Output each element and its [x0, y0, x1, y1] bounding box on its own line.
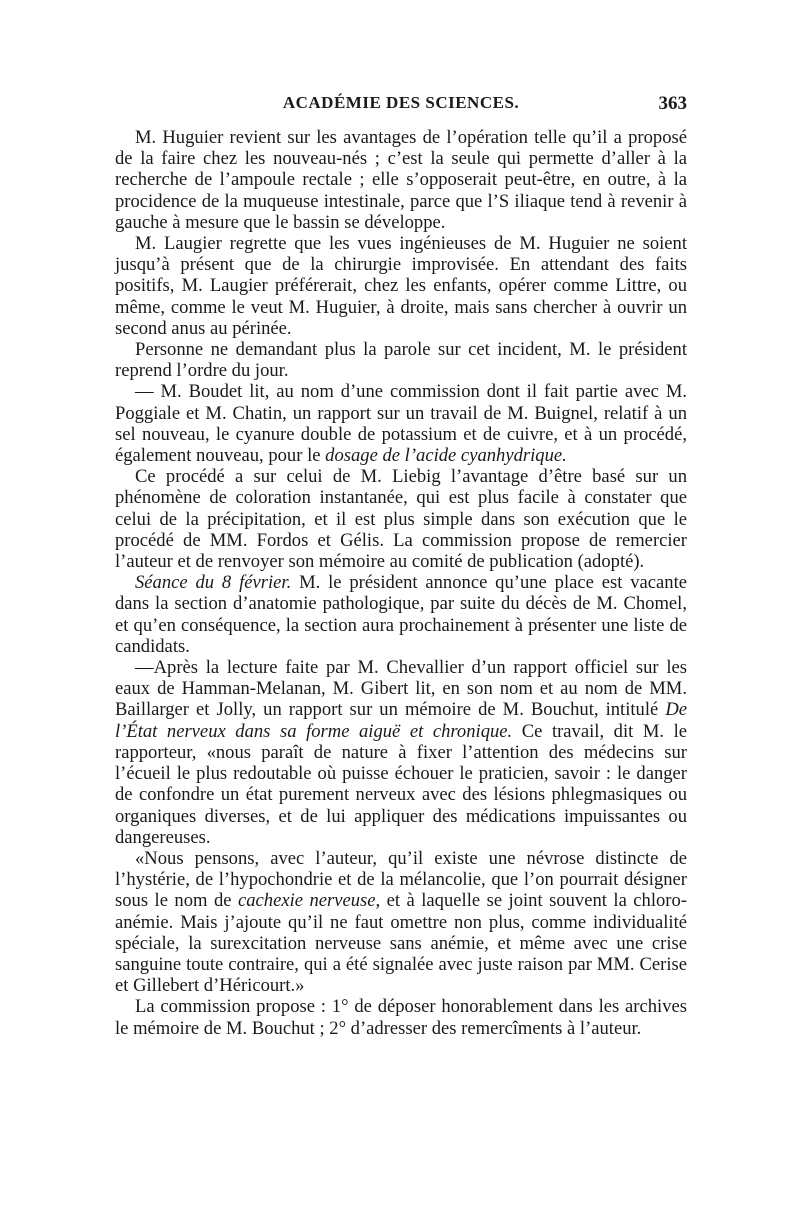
paragraph-seance-text: M. le président annonce qu’une place est vacante dans la section d’anatomie pathologique, par suite du décès de M. Chomel, et qu’en conséquence, la section aura prochainement à présenter une liste de candidats.	[115, 572, 687, 657]
paragraph-chevallier-italic: De l’État nerveux dans sa forme aiguë et chronique.	[115, 699, 687, 742]
paragraph-chevallier	[115, 657, 687, 848]
paragraph-nous-pensons-italic: cachexie nerveuse,	[237, 890, 381, 912]
paragraph-boudet	[115, 381, 687, 466]
paragraph-boudet-italic: dosage de l’acide cyanhydrique.	[325, 445, 567, 467]
running-title: ACADÉMIE DES SCIENCES.	[282, 93, 520, 112]
page-header	[115, 93, 687, 117]
paragraph-nous-pensons-text: «Nous pensons, avec l’auteur, qu’il existe une névrose distincte de l’hystérie, de l’hypochondrie et de la mélancolie, que l’on pourrait désigner sous le nom de	[115, 847, 687, 912]
paragraph-ordre-du-jour: Personne ne demandant plus la parole sur cet incident, M. le président reprend l’ordre du jour.	[115, 339, 687, 382]
body-text	[115, 127, 687, 1039]
paragraph-boudet-text: — M. Boudet lit, au nom d’une commission dont il fait partie avec M. Poggiale et M. Chatin, un rapport sur un travail de M. Buignel, relatif à un sel nouveau, le cyanure double de potassium et de cuivre, et à un procédé, également nouveau, pour le	[115, 381, 687, 467]
page-number: 363	[658, 93, 687, 114]
paragraph-seance	[115, 572, 687, 657]
paragraph-nous-pensons-after: et à laquelle se joint souvent la chloro-anémie. Mais j’ajoute qu’il ne faut omettre non plus, comme individualité spéciale, la surexcitation nerveuse sans anémie, et même avec une crise sanguine toute contraire, qui a été signalée avec juste raison par MM. Cerise et Gillebert d’Héricourt.»	[115, 890, 687, 997]
paragraph-chevallier-text: —Après la lecture faite par M. Chevallier d’un rapport officiel sur les eaux de Hamman-Melanan, M. Gibert lit, en son nom et au nom de MM. Baillarger et Jolly, un rapport sur un mémoire de M. Bouchut, intitulé	[115, 657, 687, 721]
seance-date: Séance du 8 février.	[135, 572, 292, 594]
paragraph-nous-pensons	[115, 848, 687, 996]
paragraph-procede: Ce procédé a sur celui de M. Liebig l’avantage d’être basé sur un phénomène de coloration instantanée, qui est plus facile à constater que celui de la précipitation, et il est plus simple dans son exécution que le procédé de MM. Fordos et Gélis. La commission propose de remercier l’auteur et de renvoyer son mémoire au comité de publication (adopté).	[115, 466, 687, 573]
paragraph-chevallier-after: Ce travail, dit M. le rapporteur, «nous paraît de nature à fixer l’attention des médecins sur l’écueil le plus redoutable où puisse échouer le praticien, savoir : le danger de confondre un état purement nerveux avec des lésions phlegmasiques ou organiques diverses, et de lui appliquer des médications impuissantes ou dangereuses.	[115, 720, 687, 848]
paragraph-huguier: M. Huguier revient sur les avantages de l’opération telle qu’il a proposé de la faire chez les nouveau-nés ; c’est la seule qui permette d’aller à la recherche de l’ampoule rectale ; elle s’opposerait peut-être, en outre, à la procidence de la muqueuse intestinale, parce que l’S iliaque tend à revenir à gauche à mesure que le bassin se développe.	[115, 127, 687, 233]
paragraph-laugier: M. Laugier regrette que les vues ingénieuses de M. Huguier ne soient jusqu’à présent que de la chirurgie improvisée. En attendant des faits positifs, M. Laugier préférerait, chez les enfants, opérer comme Littre, ou même, comme le veut M. Huguier, à droite, mais sans chercher à ouvrir un second anus au périnée.	[115, 233, 687, 339]
paragraph-commission: La commission propose : 1° de déposer honorablement dans les archives le mémoire de M. Bouchut ; 2° d’adresser des remercîments à l’auteur.	[115, 996, 687, 1039]
